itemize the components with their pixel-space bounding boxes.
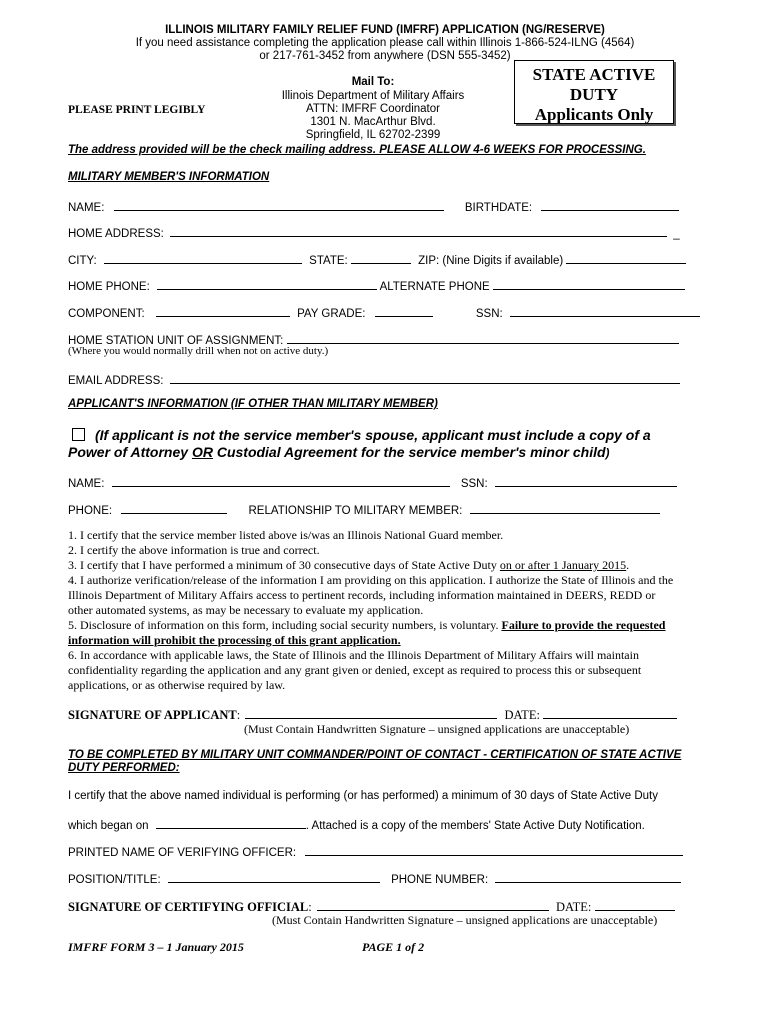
applicant-notice-text-1: (If applicant is not the service member's spouse, applicant must include a copy of a	[95, 427, 651, 443]
address-note: The address provided will be the check mailing address. PLEASE ALLOW 4-6 WEEKS FOR PROCESSING.	[68, 144, 646, 156]
component-field[interactable]	[156, 304, 290, 317]
applicant-date-field[interactable]	[543, 706, 677, 719]
state-box-line-2: DUTY	[569, 85, 619, 104]
notice-or: OR	[191, 444, 213, 460]
mail-line-4: Springfield, IL 62702-2399	[305, 129, 441, 141]
help-line-2: or 217-761-3452 from anywhere (DSN 555-3452)	[259, 50, 511, 62]
email-row	[68, 371, 680, 387]
zip-field[interactable]	[566, 251, 686, 264]
applicant-notice-line-1	[72, 427, 651, 443]
birthdate-label: BIRTHDATE:	[464, 202, 533, 214]
state-active-duty-box	[514, 60, 674, 124]
officer-label: PRINTED NAME OF VERIFYING OFFICER:	[68, 847, 297, 859]
state-field[interactable]	[351, 251, 411, 264]
home-address-field[interactable]	[170, 224, 667, 237]
print-legibly: PLEASE PRINT LEGIBLY	[68, 104, 206, 116]
attached-text: . Attached is a copy of the members' State Active Duty Notification.	[305, 820, 645, 832]
home-address-end: _	[673, 228, 680, 240]
applicant-signature-field[interactable]	[245, 706, 497, 719]
cert-5-text: 5. Disclosure of information on this form, including social security numbers, is voluntary.	[68, 618, 502, 632]
unit-note: (Where you would normally drill when not on active duty.)	[68, 345, 329, 357]
position-row	[68, 870, 681, 886]
state-box-line-3: Applicants Only	[534, 105, 654, 124]
cert-5	[68, 618, 680, 648]
zip-label: ZIP: (Nine Digits if available)	[418, 255, 564, 267]
help-line: If you need assistance completing the application please call within Illinois 1-866-524-ILNG (4564)	[135, 37, 635, 49]
relationship-field[interactable]	[470, 501, 660, 514]
city-field[interactable]	[104, 251, 302, 264]
alt-phone-field[interactable]	[493, 277, 685, 290]
cert-3-end: .	[626, 558, 630, 572]
mail-line-2: ATTN: IMFRF Coordinator	[306, 103, 440, 115]
official-signature-field[interactable]	[317, 898, 549, 911]
pay-grade-field[interactable]	[375, 304, 433, 317]
notice-custodial: Custodial Agreement for the service member's minor child	[212, 444, 606, 460]
mail-line-1: Illinois Department of Military Affairs	[281, 90, 465, 102]
member-name-label: NAME:	[68, 202, 105, 214]
phone-row	[68, 277, 685, 293]
notice-close-paren: )	[605, 446, 610, 460]
applicant-phone-label: PHONE:	[68, 505, 113, 517]
applicant-notice-line-2	[68, 444, 610, 460]
commander-heading-2: DUTY PERFORMED:	[68, 762, 180, 774]
began-label: which began on	[68, 820, 149, 832]
applicant-signature-row	[68, 706, 677, 723]
state-box-line-1: STATE ACTIVE	[532, 65, 656, 84]
applicant-ssn-field[interactable]	[495, 474, 677, 487]
birthdate-field[interactable]	[541, 198, 679, 211]
applicant-phone-row	[68, 501, 660, 517]
component-row	[68, 304, 700, 320]
member-name-row	[68, 198, 679, 214]
began-row	[68, 816, 645, 832]
applicant-signature-note: (Must Contain Handwritten Signature – unsigned applications are unacceptable)	[244, 722, 630, 736]
home-address-label: HOME ADDRESS:	[68, 228, 164, 240]
applicant-checkbox[interactable]	[72, 428, 85, 441]
applicant-signature-label: SIGNATURE OF APPLICANT	[68, 708, 237, 722]
applicant-date-label: DATE:	[504, 708, 540, 722]
cert-3	[68, 558, 680, 573]
official-signature-colon: :	[308, 900, 312, 914]
pay-grade-label: PAY GRADE:	[297, 308, 366, 320]
cert-5-warning: Failure to provide the requested information will prohibit the processing of this grant application.	[68, 618, 666, 647]
footer-form-id: IMFRF FORM 3 – 1 January 2015	[68, 940, 244, 954]
home-address-row	[68, 224, 680, 240]
cert-6: 6. In accordance with applicable laws, the State of Illinois and the Illinois Department of Military Affairs will maintain confidentiality regarding the application and any grant given or denied, except as required to process this or subsequent applications, or as otherwise required by law.	[68, 648, 642, 692]
officer-field[interactable]	[305, 843, 683, 856]
applicant-name-field[interactable]	[112, 474, 450, 487]
certification-list	[68, 528, 680, 693]
component-label: COMPONENT:	[68, 308, 145, 320]
home-phone-field[interactable]	[157, 277, 377, 290]
state-label: STATE:	[309, 255, 348, 267]
member-section-heading: MILITARY MEMBER'S INFORMATION	[68, 171, 270, 183]
position-field[interactable]	[168, 870, 380, 883]
notice-poa: Power of Attorney	[68, 444, 192, 460]
member-ssn-label: SSN:	[475, 308, 503, 320]
member-ssn-field[interactable]	[510, 304, 700, 317]
official-signature-note: (Must Contain Handwritten Signature – unsigned applications are unacceptable)	[272, 913, 658, 927]
member-name-field[interactable]	[114, 198, 444, 211]
cert-4: 4. I authorize verification/release of the information I am providing on this application. I authorize the State of Illinois and the Illinois Department of Military Affairs access to pertinent records, including information maintained in DEERS, REDD or other automated systems, as may be necessary to evaluate my application.	[68, 573, 674, 617]
official-signature-label: SIGNATURE OF CERTIFYING OFFICIAL	[68, 900, 309, 914]
began-date-field[interactable]	[156, 816, 306, 829]
cert-2: 2. I certify the above information is true and correct.	[68, 543, 320, 557]
officer-row	[68, 843, 683, 859]
commander-phone-field[interactable]	[495, 870, 681, 883]
home-phone-label: HOME PHONE:	[68, 281, 150, 293]
position-label: POSITION/TITLE:	[68, 874, 161, 886]
form-title: ILLINOIS MILITARY FAMILY RELIEF FUND (IMFRF) APPLICATION (NG/RESERVE)	[165, 24, 605, 36]
applicant-signature-colon: :	[236, 708, 241, 722]
city-label: CITY:	[68, 255, 97, 267]
mail-to-heading: Mail To:	[351, 76, 395, 88]
alt-phone-label: ALTERNATE PHONE	[379, 281, 490, 293]
cert-3-date: on or after 1 January 2015	[499, 558, 627, 572]
city-row	[68, 251, 686, 267]
applicant-section-heading: APPLICANT'S INFORMATION (IF OTHER THAN MILITARY MEMBER)	[68, 398, 438, 410]
email-label: EMAIL ADDRESS:	[68, 375, 164, 387]
commander-certify-text: I certify that the above named individual is performing (or has performed) a minimum of 30 days of State Active Duty	[68, 790, 658, 802]
cert-3-text: 3. I certify that I have performed a minimum of 30 consecutive days of State Active Duty	[68, 558, 500, 572]
applicant-name-row	[68, 474, 677, 490]
relationship-label: RELATIONSHIP TO MILITARY MEMBER:	[248, 505, 463, 517]
official-date-label: DATE:	[555, 900, 592, 914]
unit-label: HOME STATION UNIT OF ASSIGNMENT:	[68, 335, 284, 347]
applicant-name-label: NAME:	[68, 478, 105, 490]
unit-field[interactable]	[287, 331, 679, 344]
footer-page-number: PAGE 1 of 2	[362, 940, 425, 954]
official-date-field[interactable]	[595, 898, 675, 911]
applicant-ssn-label: SSN:	[460, 478, 488, 490]
mail-line-3: 1301 N. MacArthur Blvd.	[310, 116, 436, 128]
applicant-phone-field[interactable]	[121, 501, 227, 514]
email-field[interactable]	[170, 371, 680, 384]
cert-1: 1. I certify that the service member listed above is/was an Illinois National Guard member.	[68, 528, 504, 542]
commander-heading-1: TO BE COMPLETED BY MILITARY UNIT COMMANDER/POINT OF CONTACT - CERTIFICATION OF STATE ACTIVE	[68, 749, 682, 761]
commander-phone-label: PHONE NUMBER:	[391, 874, 489, 886]
